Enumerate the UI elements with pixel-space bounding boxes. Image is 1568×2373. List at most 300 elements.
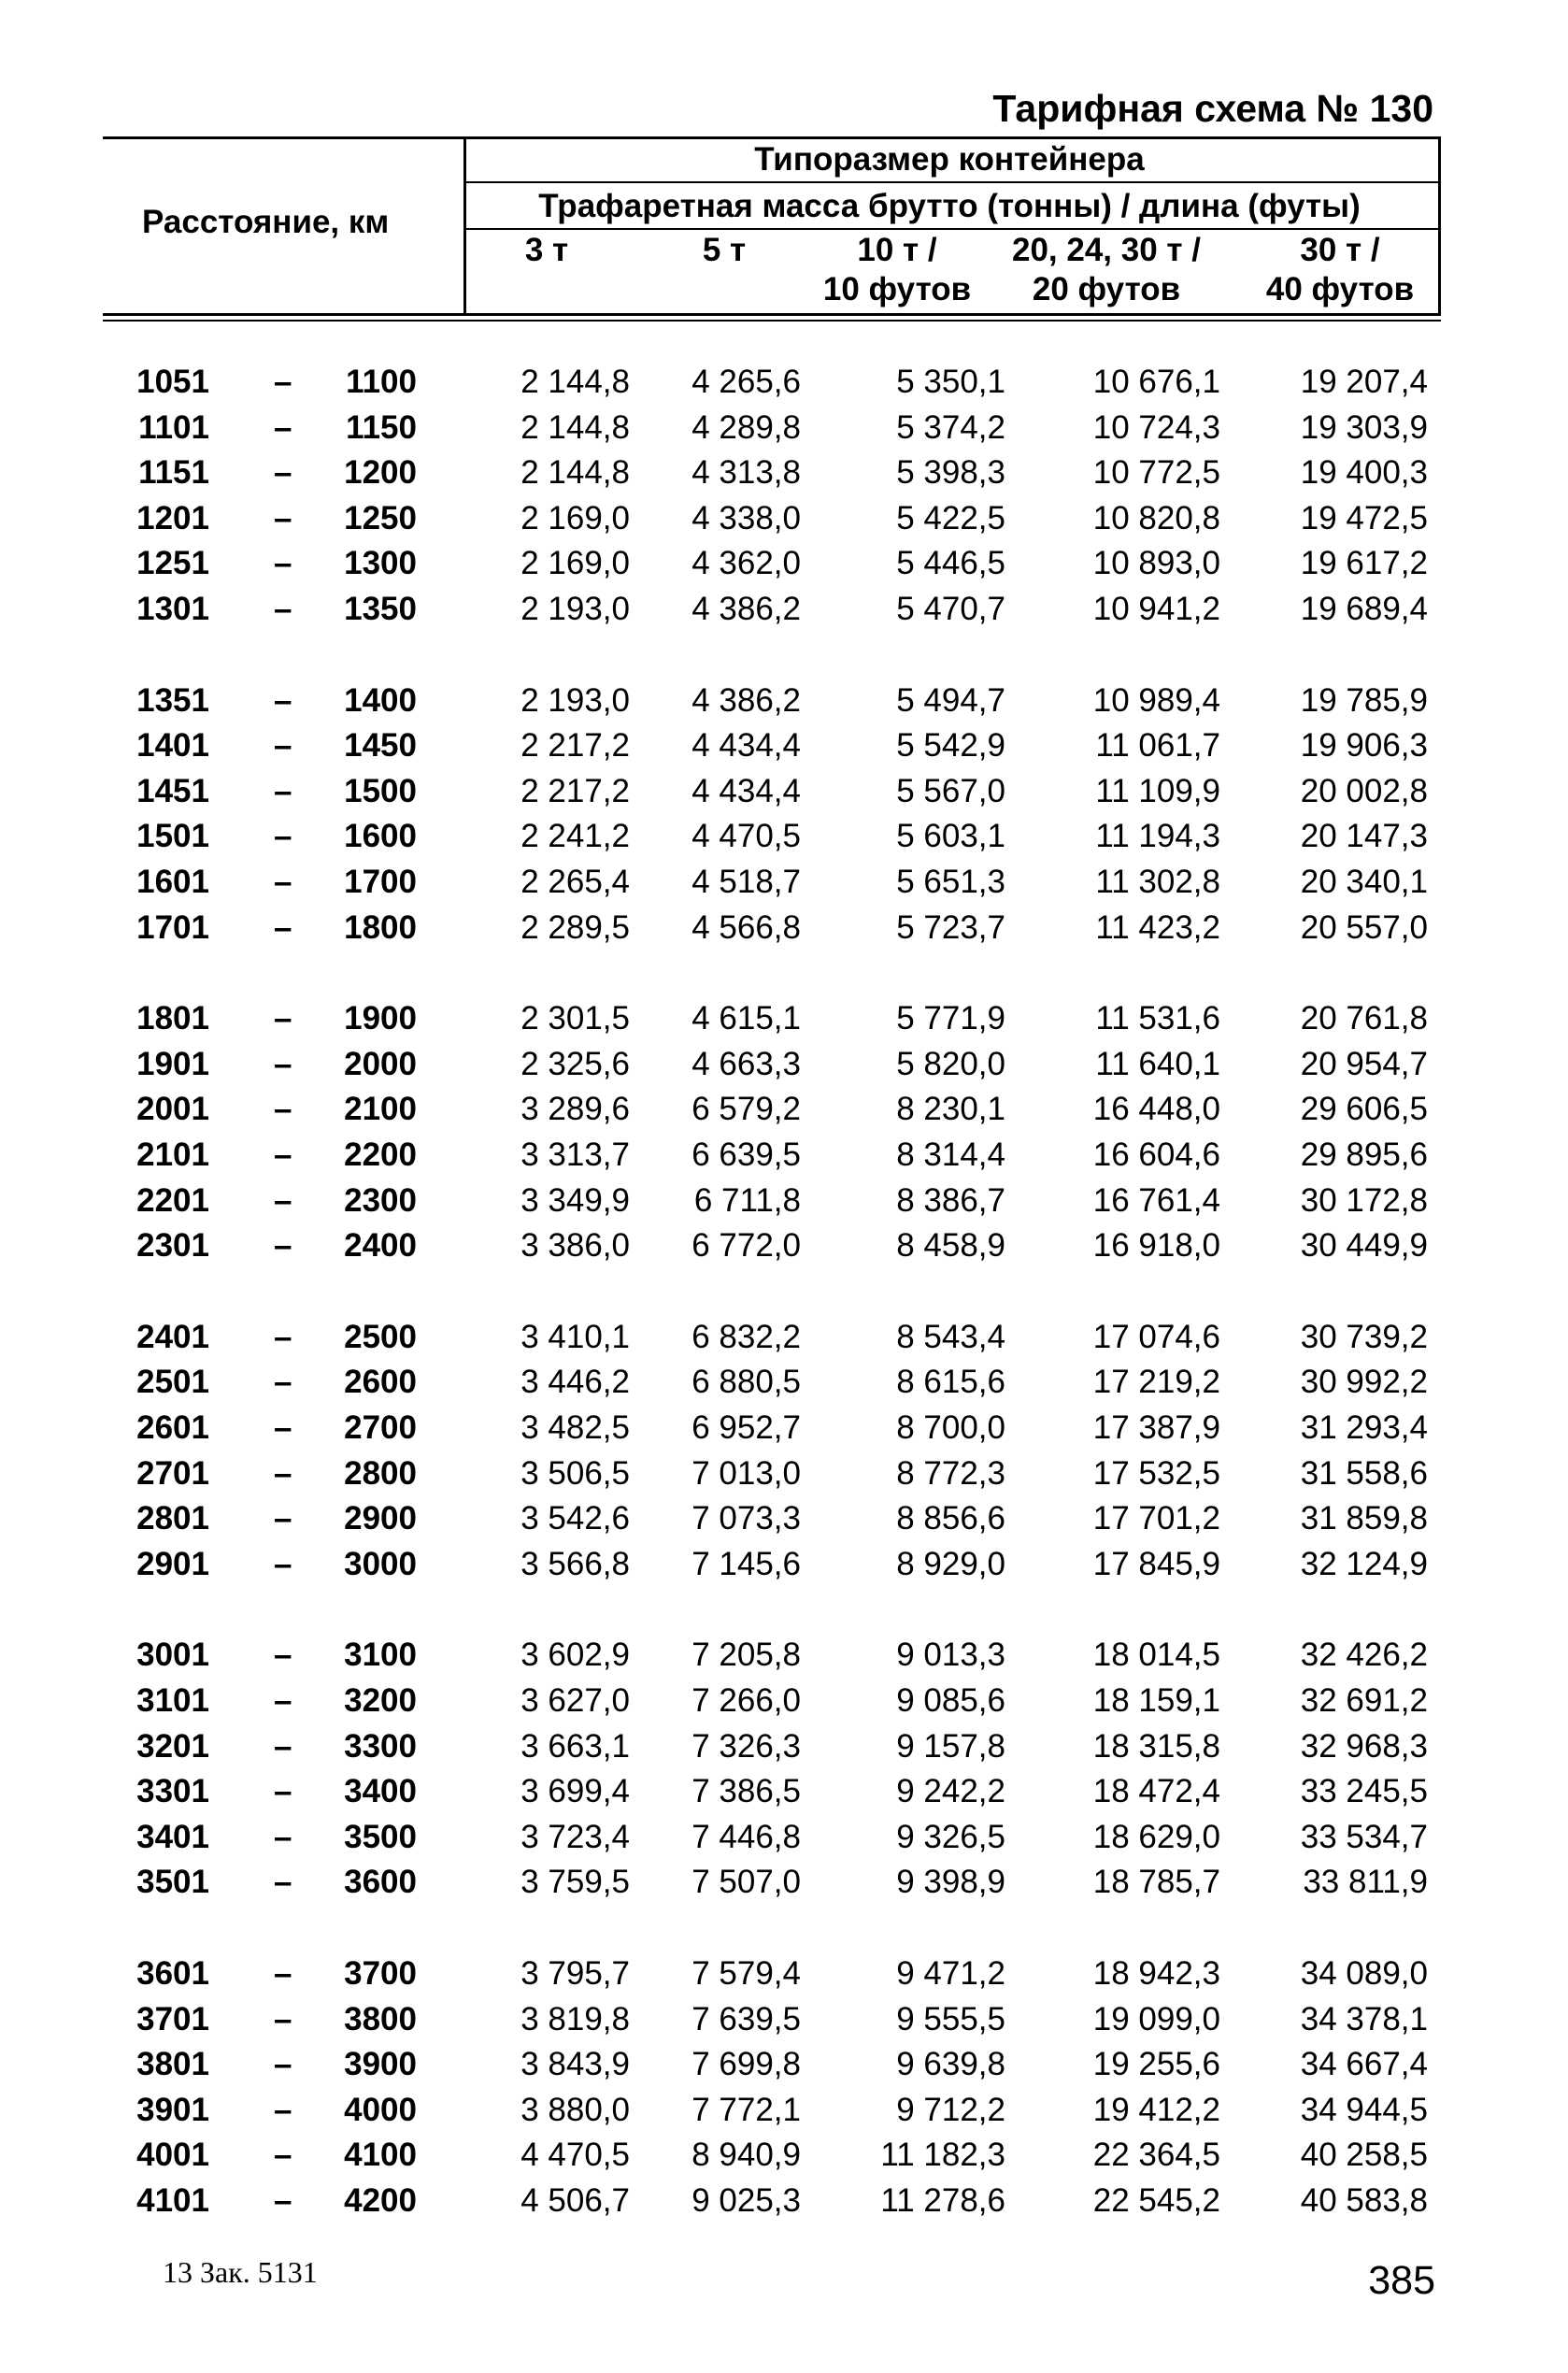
tariff-value: 4 434,4 xyxy=(691,727,801,765)
tariff-value: 11 302,8 xyxy=(1095,864,1220,900)
tariff-value: 10 989,4 xyxy=(1092,681,1220,719)
tariff-value: 4 338,0 xyxy=(691,499,801,536)
range-to: 2800 xyxy=(344,1454,417,1492)
range-dash: – xyxy=(274,1364,292,1401)
page-title: Тарифная схема № 130 xyxy=(992,87,1433,130)
tariff-value: 7 326,3 xyxy=(691,1727,801,1765)
range-from: 3901 xyxy=(136,2091,209,2128)
table-row xyxy=(0,2042,1568,2087)
tariff-value: 40 258,5 xyxy=(1300,2137,1428,2174)
column-header-20t-length: 20 футов xyxy=(1032,271,1181,307)
table-row xyxy=(0,1679,1568,1723)
range-from: 1401 xyxy=(136,727,209,765)
range-from: 1701 xyxy=(136,908,209,946)
range-from: 3301 xyxy=(136,1773,209,1810)
tariff-value: 5 567,0 xyxy=(896,772,1005,809)
container-size-header: Типоразмер контейнера xyxy=(754,141,1145,178)
tariff-value: 7 579,4 xyxy=(691,1955,801,1992)
tariff-value: 18 942,3 xyxy=(1092,1955,1220,1992)
tariff-value: 5 603,1 xyxy=(896,818,1005,855)
tariff-value: 17 532,5 xyxy=(1092,1454,1220,1492)
tariff-value: 6 639,5 xyxy=(691,1136,801,1173)
table-row xyxy=(0,1315,1568,1360)
tariff-value: 34 089,0 xyxy=(1300,1955,1428,1992)
tariff-value: 2 265,4 xyxy=(520,864,630,900)
range-from: 4001 xyxy=(136,2137,209,2174)
range-dash: – xyxy=(274,1454,292,1492)
tariff-value: 3 627,0 xyxy=(520,1682,630,1719)
table-row xyxy=(0,769,1568,814)
range-from: 3701 xyxy=(136,2000,209,2037)
tariff-value: 9 326,5 xyxy=(896,1818,1005,1855)
tariff-value: 9 398,9 xyxy=(896,1864,1005,1901)
footer-order-note: 13 Зак. 5131 xyxy=(163,2255,318,2289)
tariff-value: 6 880,5 xyxy=(691,1364,801,1401)
range-to: 2100 xyxy=(344,1091,417,1128)
tariff-value: 6 579,2 xyxy=(691,1091,801,1128)
column-header-30t: 30 т / xyxy=(1300,232,1380,268)
range-to: 3600 xyxy=(344,1864,417,1901)
range-to: 3500 xyxy=(344,1818,417,1855)
tariff-value: 22 545,2 xyxy=(1092,2182,1220,2219)
tariff-value: 2 169,0 xyxy=(520,499,630,536)
tariff-value: 30 992,2 xyxy=(1300,1364,1428,1401)
tariff-value: 8 929,0 xyxy=(896,1545,1005,1582)
distance-header: Расстояние, км xyxy=(142,204,390,240)
range-dash: – xyxy=(274,2182,292,2219)
group-rule xyxy=(463,181,1441,183)
table-row xyxy=(0,723,1568,768)
tariff-value: 7 205,8 xyxy=(691,1637,801,1674)
range-from: 1101 xyxy=(138,408,209,446)
table-row xyxy=(0,360,1568,405)
range-to: 1250 xyxy=(344,499,417,536)
tariff-value: 20 340,1 xyxy=(1300,864,1428,900)
tariff-value: 11 194,3 xyxy=(1095,818,1220,855)
range-dash: – xyxy=(274,1637,292,1674)
tariff-value: 32 968,3 xyxy=(1300,1727,1428,1765)
tariff-value: 2 217,2 xyxy=(520,772,630,809)
tariff-value: 18 159,1 xyxy=(1092,1682,1220,1719)
tariff-value: 30 172,8 xyxy=(1300,1181,1428,1219)
tariff-value: 32 426,2 xyxy=(1300,1637,1428,1674)
range-to: 2400 xyxy=(344,1227,417,1265)
range-to: 1100 xyxy=(346,364,417,400)
tariff-value: 4 434,4 xyxy=(691,772,801,809)
tariff-value: 19 099,0 xyxy=(1092,2000,1220,2037)
table-row xyxy=(0,2179,1568,2223)
tariff-value: 3 759,5 xyxy=(520,1864,630,1901)
tariff-value: 7 073,3 xyxy=(691,1500,801,1537)
tariff-value: 16 448,0 xyxy=(1092,1091,1220,1128)
tariff-value: 6 832,2 xyxy=(691,1318,801,1355)
tariff-value: 5 771,9 xyxy=(896,1000,1005,1037)
range-dash: – xyxy=(274,364,292,400)
page-number: 385 xyxy=(1368,2258,1435,2303)
table-row xyxy=(0,1815,1568,1860)
range-dash: – xyxy=(274,1773,292,1810)
tariff-value: 8 458,9 xyxy=(896,1227,1005,1265)
table-row xyxy=(0,1769,1568,1814)
table-row xyxy=(0,1223,1568,1268)
tariff-value: 18 014,5 xyxy=(1092,1637,1220,1674)
table-row xyxy=(0,1451,1568,1496)
tariff-value: 3 289,6 xyxy=(520,1091,630,1128)
header-left-divider xyxy=(463,136,466,314)
range-dash: – xyxy=(274,1727,292,1765)
range-to: 3400 xyxy=(344,1773,417,1810)
tariff-value: 4 386,2 xyxy=(691,681,801,719)
range-dash: – xyxy=(274,408,292,446)
tariff-value: 3 723,4 xyxy=(520,1818,630,1855)
tariff-value: 2 301,5 xyxy=(520,1000,630,1037)
tariff-value: 20 557,0 xyxy=(1300,908,1428,946)
range-from: 3601 xyxy=(136,1955,209,1992)
tariff-value: 9 639,8 xyxy=(896,2046,1005,2083)
range-from: 3101 xyxy=(136,1682,209,1719)
range-to: 2300 xyxy=(344,1181,417,1219)
table-row xyxy=(0,1133,1568,1178)
tariff-value: 3 602,9 xyxy=(520,1637,630,1674)
column-header-10t: 10 т / xyxy=(857,232,937,268)
range-to: 2700 xyxy=(344,1409,417,1446)
range-from: 3501 xyxy=(136,1864,209,1901)
tariff-value: 40 583,8 xyxy=(1300,2182,1428,2219)
tariff-value: 3 663,1 xyxy=(520,1727,630,1765)
tariff-value: 33 811,9 xyxy=(1303,1864,1428,1901)
tariff-value: 5 470,7 xyxy=(896,591,1005,627)
tariff-value: 18 629,0 xyxy=(1092,1818,1220,1855)
tariff-value: 32 691,2 xyxy=(1300,1682,1428,1719)
tariff-value: 3 349,9 xyxy=(520,1181,630,1219)
range-from: 3201 xyxy=(136,1727,209,1765)
tariff-value: 19 255,6 xyxy=(1092,2046,1220,2083)
range-dash: – xyxy=(274,818,292,855)
tariff-value: 8 615,6 xyxy=(896,1364,1005,1401)
tariff-value: 31 558,6 xyxy=(1300,1454,1428,1492)
range-dash: – xyxy=(274,2000,292,2037)
tariff-value: 3 880,0 xyxy=(520,2091,630,2128)
range-from: 1501 xyxy=(136,818,209,855)
tariff-value: 19 400,3 xyxy=(1300,454,1428,492)
range-to: 2600 xyxy=(344,1364,417,1401)
range-from: 1201 xyxy=(136,499,209,536)
range-from: 1801 xyxy=(136,1000,209,1037)
tariff-value: 7 446,8 xyxy=(691,1818,801,1855)
tariff-value: 32 124,9 xyxy=(1300,1545,1428,1582)
table-row xyxy=(0,814,1568,859)
range-from: 2301 xyxy=(136,1227,209,1265)
tariff-value: 7 386,5 xyxy=(691,1773,801,1810)
table-row xyxy=(0,679,1568,723)
tariff-value: 11 109,9 xyxy=(1095,772,1220,809)
tariff-value: 8 772,3 xyxy=(896,1454,1005,1492)
tariff-value: 20 761,8 xyxy=(1300,1000,1428,1037)
table-row xyxy=(0,2088,1568,2133)
header-right-border xyxy=(1438,136,1441,314)
table-row xyxy=(0,496,1568,541)
range-dash: – xyxy=(274,1227,292,1265)
tariff-value: 5 542,9 xyxy=(896,727,1005,765)
tariff-value: 2 144,8 xyxy=(520,454,630,492)
tariff-value: 6 772,0 xyxy=(691,1227,801,1265)
range-to: 3700 xyxy=(344,1955,417,1992)
tariff-value: 3 542,6 xyxy=(520,1500,630,1537)
range-to: 2200 xyxy=(344,1136,417,1173)
tariff-value: 7 145,6 xyxy=(691,1545,801,1582)
tariff-value: 34 378,1 xyxy=(1300,2000,1428,2037)
range-from: 2701 xyxy=(136,1454,209,1492)
range-dash: – xyxy=(274,2091,292,2128)
column-header-5t: 5 т xyxy=(702,232,747,268)
column-header-10t-length: 10 футов xyxy=(822,271,972,307)
tariff-value: 7 013,0 xyxy=(691,1454,801,1492)
tariff-value: 4 470,5 xyxy=(520,2137,630,2174)
range-to: 4200 xyxy=(344,2182,417,2219)
tariff-value: 3 446,2 xyxy=(520,1364,630,1401)
tariff-value: 11 182,3 xyxy=(880,2137,1005,2174)
tariff-value: 16 761,4 xyxy=(1092,1181,1220,1219)
table-row xyxy=(0,860,1568,905)
tariff-value: 4 362,0 xyxy=(691,545,801,582)
tariff-value: 3 386,0 xyxy=(520,1227,630,1265)
tariff-value: 11 640,1 xyxy=(1095,1045,1220,1082)
header-bottom-rule-second xyxy=(103,320,1441,322)
range-from: 1301 xyxy=(136,591,209,627)
range-dash: – xyxy=(274,591,292,627)
tariff-value: 17 219,2 xyxy=(1092,1364,1220,1401)
tariff-value: 6 711,8 xyxy=(693,1181,801,1219)
table-row xyxy=(0,541,1568,586)
tariff-value: 19 412,2 xyxy=(1092,2091,1220,2128)
tariff-value: 20 954,7 xyxy=(1300,1045,1428,1082)
table-row xyxy=(0,1951,1568,1996)
range-to: 2900 xyxy=(344,1500,417,1537)
range-dash: – xyxy=(274,772,292,809)
range-from: 2901 xyxy=(136,1545,209,1582)
tariff-value: 17 074,6 xyxy=(1092,1318,1220,1355)
tariff-value: 2 217,2 xyxy=(520,727,630,765)
range-to: 2500 xyxy=(344,1318,417,1355)
tariff-value: 18 315,8 xyxy=(1092,1727,1220,1765)
range-from: 3001 xyxy=(136,1637,209,1674)
tariff-value: 22 364,5 xyxy=(1092,2137,1220,2174)
range-dash: – xyxy=(274,1000,292,1037)
tariff-value: 4 663,3 xyxy=(691,1045,801,1082)
table-row xyxy=(0,2133,1568,2178)
tariff-value: 11 531,6 xyxy=(1095,1000,1220,1037)
tariff-value: 9 471,2 xyxy=(896,1955,1005,1992)
range-dash: – xyxy=(274,499,292,536)
table-row xyxy=(0,1179,1568,1223)
tariff-value: 19 303,9 xyxy=(1300,408,1428,446)
tariff-value: 2 193,0 xyxy=(520,591,630,627)
tariff-value: 20 002,8 xyxy=(1300,772,1428,809)
range-to: 1450 xyxy=(344,727,417,765)
tariff-value: 34 667,4 xyxy=(1300,2046,1428,2083)
tariff-value: 4 289,8 xyxy=(691,408,801,446)
range-to: 1150 xyxy=(346,408,417,446)
range-from: 2001 xyxy=(136,1091,209,1128)
range-from: 3801 xyxy=(136,2046,209,2083)
tariff-value: 4 518,7 xyxy=(691,864,801,900)
range-to: 1900 xyxy=(344,1000,417,1037)
tariff-value: 9 555,5 xyxy=(896,2000,1005,2037)
range-dash: – xyxy=(274,1955,292,1992)
range-dash: – xyxy=(274,727,292,765)
tariff-value: 5 398,3 xyxy=(896,454,1005,492)
range-dash: – xyxy=(274,1318,292,1355)
tariff-value: 5 820,0 xyxy=(896,1045,1005,1082)
table-row xyxy=(0,1087,1568,1132)
range-to: 3000 xyxy=(344,1545,417,1582)
range-dash: – xyxy=(274,1045,292,1082)
tariff-value: 9 712,2 xyxy=(896,2091,1005,2128)
range-dash: – xyxy=(274,1409,292,1446)
table-row xyxy=(0,1633,1568,1678)
tariff-value: 2 169,0 xyxy=(520,545,630,582)
range-from: 2501 xyxy=(136,1364,209,1401)
tariff-value: 3 410,1 xyxy=(520,1318,630,1355)
range-to: 1500 xyxy=(344,772,417,809)
tariff-value: 9 013,3 xyxy=(896,1637,1005,1674)
tariff-value: 9 025,3 xyxy=(691,2182,801,2219)
table-row xyxy=(0,450,1568,495)
range-to: 3900 xyxy=(344,2046,417,2083)
column-header-30t-length: 40 футов xyxy=(1265,271,1415,307)
range-to: 3800 xyxy=(344,2000,417,2037)
tariff-value: 7 699,8 xyxy=(691,2046,801,2083)
tariff-value: 3 819,8 xyxy=(520,2000,630,2037)
tariff-value: 2 289,5 xyxy=(520,908,630,946)
range-dash: – xyxy=(274,864,292,900)
tariff-value: 10 820,8 xyxy=(1092,499,1220,536)
tariff-value: 2 325,6 xyxy=(520,1045,630,1082)
tariff-value: 19 617,2 xyxy=(1300,545,1428,582)
range-dash: – xyxy=(274,1682,292,1719)
range-dash: – xyxy=(274,908,292,946)
tariff-value: 2 193,0 xyxy=(520,681,630,719)
range-dash: – xyxy=(274,1181,292,1219)
range-dash: – xyxy=(274,545,292,582)
range-from: 4101 xyxy=(136,2182,209,2219)
tariff-value: 11 423,2 xyxy=(1095,908,1220,946)
tariff-value: 5 494,7 xyxy=(896,681,1005,719)
range-to: 3300 xyxy=(344,1727,417,1765)
tariff-value: 5 350,1 xyxy=(896,364,1005,400)
range-dash: – xyxy=(274,1091,292,1128)
range-to: 1700 xyxy=(344,864,417,900)
tariff-value: 29 606,5 xyxy=(1300,1091,1428,1128)
tariff-value: 5 422,5 xyxy=(896,499,1005,536)
table-row xyxy=(0,1997,1568,2042)
tariff-value: 4 470,5 xyxy=(691,818,801,855)
tariff-value: 5 374,2 xyxy=(896,408,1005,446)
range-dash: – xyxy=(274,454,292,492)
range-dash: – xyxy=(274,1500,292,1537)
tariff-value: 10 772,5 xyxy=(1092,454,1220,492)
table-row xyxy=(0,1360,1568,1405)
range-to: 1400 xyxy=(344,681,417,719)
tariff-value: 3 566,8 xyxy=(520,1545,630,1582)
tariff-value: 19 207,4 xyxy=(1300,364,1428,400)
tariff-value: 9 157,8 xyxy=(896,1727,1005,1765)
tariff-value: 18 472,4 xyxy=(1092,1773,1220,1810)
table-row xyxy=(0,996,1568,1041)
range-to: 1200 xyxy=(344,454,417,492)
tariff-value: 5 446,5 xyxy=(896,545,1005,582)
tariff-value: 17 845,9 xyxy=(1092,1545,1220,1582)
tariff-value: 4 615,1 xyxy=(691,1000,801,1037)
tariff-value: 2 144,8 xyxy=(520,364,630,400)
table-row xyxy=(0,587,1568,632)
column-header-20t: 20, 24, 30 т / xyxy=(1011,232,1202,268)
tariff-value: 11 278,6 xyxy=(880,2182,1005,2219)
range-from: 1251 xyxy=(136,545,209,582)
range-from: 2601 xyxy=(136,1409,209,1446)
tariff-value: 29 895,6 xyxy=(1300,1136,1428,1173)
tariff-value: 30 739,2 xyxy=(1300,1318,1428,1355)
tariff-value: 11 061,7 xyxy=(1095,727,1220,765)
range-to: 4000 xyxy=(344,2091,417,2128)
range-from: 1351 xyxy=(136,681,209,719)
table-row xyxy=(0,1860,1568,1905)
tariff-value: 34 944,5 xyxy=(1300,2091,1428,2128)
range-from: 2401 xyxy=(136,1318,209,1355)
tariff-value: 17 387,9 xyxy=(1092,1409,1220,1446)
tariff-value: 19 906,3 xyxy=(1300,727,1428,765)
range-from: 2801 xyxy=(136,1500,209,1537)
tariff-value: 30 449,9 xyxy=(1300,1227,1428,1265)
tariff-value: 3 482,5 xyxy=(520,1409,630,1446)
tariff-value: 18 785,7 xyxy=(1092,1864,1220,1901)
header-bottom-rule xyxy=(103,313,1441,316)
range-dash: – xyxy=(274,681,292,719)
tariff-value: 5 723,7 xyxy=(896,908,1005,946)
tariff-value: 16 604,6 xyxy=(1092,1136,1220,1173)
tariff-value: 7 507,0 xyxy=(691,1864,801,1901)
range-from: 2101 xyxy=(136,1136,209,1173)
range-to: 1600 xyxy=(344,818,417,855)
tariff-value: 2 241,2 xyxy=(520,818,630,855)
range-from: 1601 xyxy=(136,864,209,900)
range-to: 3100 xyxy=(344,1637,417,1674)
tariff-value: 4 386,2 xyxy=(691,591,801,627)
tariff-value: 31 859,8 xyxy=(1300,1500,1428,1537)
gross-mass-length-header: Трафаретная масса брутто (тонны) / длина (футы) xyxy=(538,188,1361,224)
tariff-value: 8 314,4 xyxy=(896,1136,1005,1173)
range-from: 2201 xyxy=(136,1181,209,1219)
tariff-value: 9 242,2 xyxy=(896,1773,1005,1810)
tariff-value: 7 639,5 xyxy=(691,2000,801,2037)
table-row xyxy=(0,1406,1568,1451)
tariff-value: 3 843,9 xyxy=(520,2046,630,2083)
tariff-value: 19 689,4 xyxy=(1300,591,1428,627)
tariff-value: 8 386,7 xyxy=(896,1181,1005,1219)
tariff-value: 17 701,2 xyxy=(1092,1500,1220,1537)
tariff-value: 10 676,1 xyxy=(1092,364,1220,400)
tariff-value: 7 772,1 xyxy=(691,2091,801,2128)
range-dash: – xyxy=(274,1864,292,1901)
column-header-3t: 3 т xyxy=(524,232,569,268)
tariff-value: 9 085,6 xyxy=(896,1682,1005,1719)
tariff-value: 8 230,1 xyxy=(896,1091,1005,1128)
tariff-value: 10 724,3 xyxy=(1092,408,1220,446)
tariff-value: 8 543,4 xyxy=(896,1318,1005,1355)
range-from: 1151 xyxy=(138,454,209,492)
subgroup-rule xyxy=(463,228,1441,230)
tariff-value: 4 313,8 xyxy=(691,454,801,492)
